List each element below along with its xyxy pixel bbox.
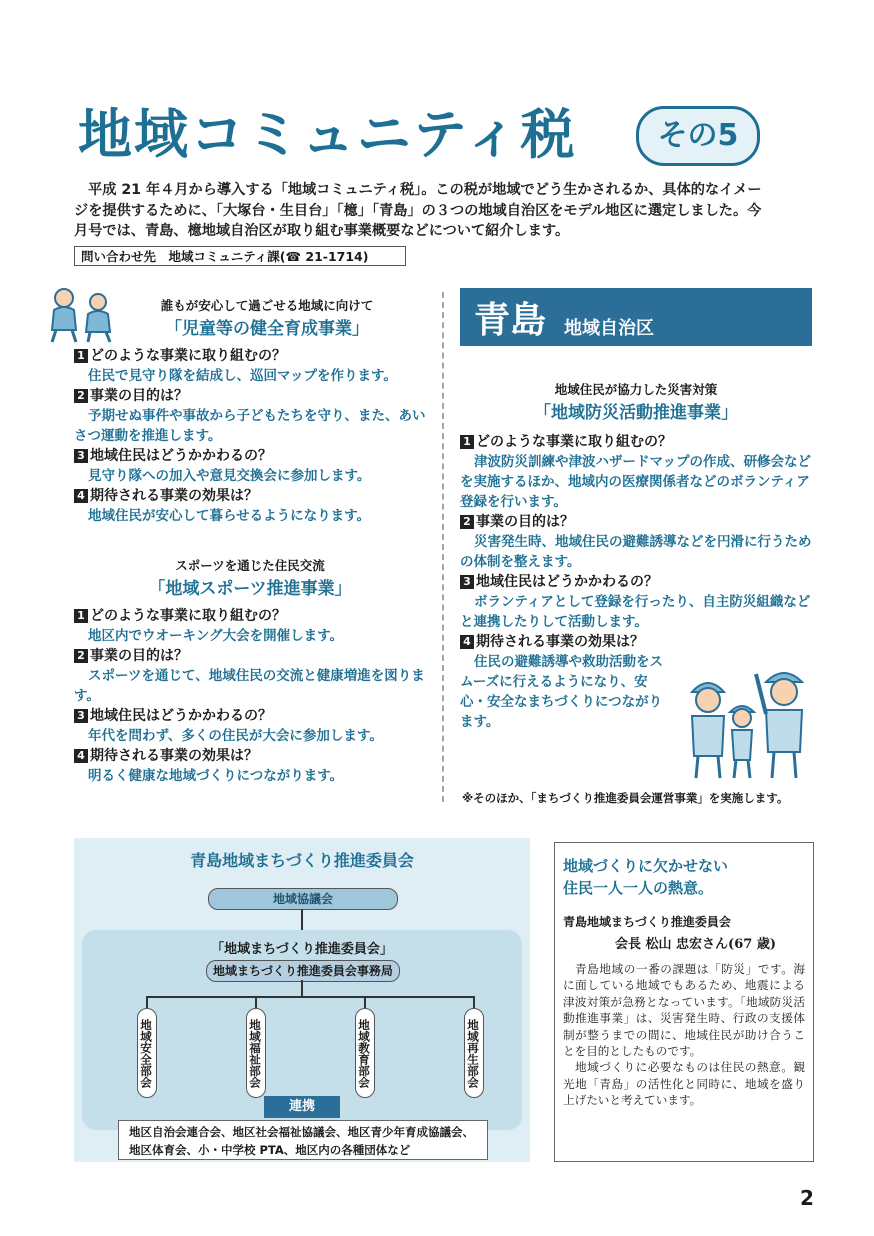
children-illustration (42, 284, 122, 344)
connector-line (301, 909, 303, 931)
number-3-icon: 3 (74, 709, 88, 723)
section3-title: 「地域防災活動推進事業」 (534, 403, 738, 423)
number-3-icon: 3 (460, 575, 474, 589)
number-2-icon: 2 (460, 515, 474, 529)
dept-safety: 地域安全部会 (137, 1008, 157, 1098)
org-chart-title: 青島地域まちづくり推進委員会 (190, 851, 414, 870)
dept-revival: 地域再生部会 (464, 1008, 484, 1098)
dept-education: 地域教育部会 (355, 1008, 375, 1098)
section2-subtitle: スポーツを通じた住民交流 (175, 558, 325, 573)
org-chart (74, 838, 530, 1162)
committee-label: 「地域まちづくり推進委員会」 (211, 942, 393, 957)
number-2-icon: 2 (74, 649, 88, 663)
number-2-icon: 2 (74, 389, 88, 403)
number-1-icon: 1 (460, 435, 474, 449)
section2-title: 「地域スポーツ推進事業」 (148, 579, 352, 599)
interview-box (554, 842, 814, 1162)
number-1-icon: 1 (74, 609, 88, 623)
number-4-icon: 4 (74, 749, 88, 763)
district-header (460, 288, 812, 346)
part-badge: その5 (636, 106, 760, 166)
council-box: 地域協議会 (208, 888, 398, 910)
number-1-icon: 1 (74, 349, 88, 363)
contact-info: 問い合わせ先 地域コミュニティ課(☎ 21-1714) (74, 246, 406, 266)
connector-line (473, 996, 475, 1008)
connector-line (301, 980, 303, 996)
interview-title: 地域づくりに欠かせない 住民一人一人の熱意。 (563, 857, 729, 897)
section3-subtitle: 地域住民が協力した災害対策 (554, 382, 718, 397)
cooperation-label: 連携 (264, 1096, 340, 1118)
district-label: 地域自治区 (564, 318, 654, 339)
section2-qa: 1 どのような事業に取り組むの？ 地区内でウオーキング大会を開催します。 2 事業の目的は？ スポーツを通じて、地域住民の交流と健康増進を図ります。 3 地域住民はどうかかわるの？ 年代を問わず、多くの住民が大会に参加します。 4 期待される事業の効果は？ 明るく健康な地域づくりにつながります。 (74, 608, 425, 784)
interview-body: 青島地域の一番の課題は「防災」です。海に面している地域でもあるため、地震による津波対策が急務となっています。「地域防災活動推進事業」は、災害発生時、行政の支援体制が整うまでの間に、地域住民が助け合うことを目的としたものです。 地域づくりに必要なものは住民の熱意。観光地「青島」の活性化と同時に、地域を盛り上げたいと考えています。 (563, 962, 805, 1108)
column-divider (442, 292, 444, 802)
connector-line (146, 996, 148, 1008)
page-number: 2 (800, 1186, 814, 1210)
number-4-icon: 4 (74, 489, 88, 503)
section3-qa: 1 どのような事業に取り組むの？ 津波防災訓練や津波ハザードマップの作成、研修会などを実施するほか、地域内の医療関係者などのボランティア登録を行います。 2 事業の目的は？ 災害発生時、地域住民の避難誘導などを円滑に行うための体制を整えます。 3 地域住民はどうかかわるの？ ボランティアとして登録を行ったり、自主防災組織などと連携したりして活動します。 4 期待される事業の効果は？ 住民の避難誘導や救助活動をスムーズに行えるようになり、安心・安全なまちづくりにつながります。 (460, 434, 812, 730)
number-4-icon: 4 (460, 635, 474, 649)
connector-line (255, 996, 257, 1008)
connector-line (146, 996, 474, 998)
dept-welfare: 地域福祉部会 (246, 1008, 266, 1098)
section1-title: 「児童等の健全育成事業」 (165, 319, 369, 339)
section1-qa: 1 どのような事業に取り組むの？ 住民で見守り隊を結成し、巡回マップを作ります。 2 事業の目的は？ 予期せぬ事件や事故から子どもたちを守り、また、あいさつ運動を推進します。 3 地域住民はどうかかわるの？ 見守り隊への加入や意見交換会に参加します。 4 期待される事業の効果は？ 地域住民が安心して暮らせるようになります。 (74, 348, 426, 524)
connector-line (364, 996, 366, 1008)
interviewee-name: 会長 松山 忠宏さん(67 歳) (615, 937, 776, 952)
page-title: 地域コミュニティ税 (78, 102, 577, 166)
intro-text: 平成 21 年４月から導入する「地域コミュニティ税」。この税が地域でどう生かされるか、具体的なイメージを提供するために、「大塚台・生目台」「檍」「青島」の３つの地域自治区をモデル地区に選定しました。今月号では、青島、檍地域自治区が取り組む事業概要などについて紹介します。 (74, 182, 762, 239)
partners-box: 地区自治会連合会、地区社会福祉協議会、地区青少年育成協議会、地区体育会、小・中学校 PTA、地区内の各種団体など (118, 1120, 488, 1160)
footnote: ※そのほか、「まちづくり推進委員会運営事業」を実施します。 (462, 791, 789, 805)
section1-subtitle: 誰もが安心して過ごせる地域に向けて (160, 298, 374, 313)
office-box: 地域まちづくり推進委員会事務局 (206, 960, 400, 982)
number-3-icon: 3 (74, 449, 88, 463)
family-helmets-illustration (680, 660, 820, 780)
district-name: 青島 (474, 299, 547, 341)
interview-org: 青島地域まちづくり推進委員会 (563, 915, 731, 929)
